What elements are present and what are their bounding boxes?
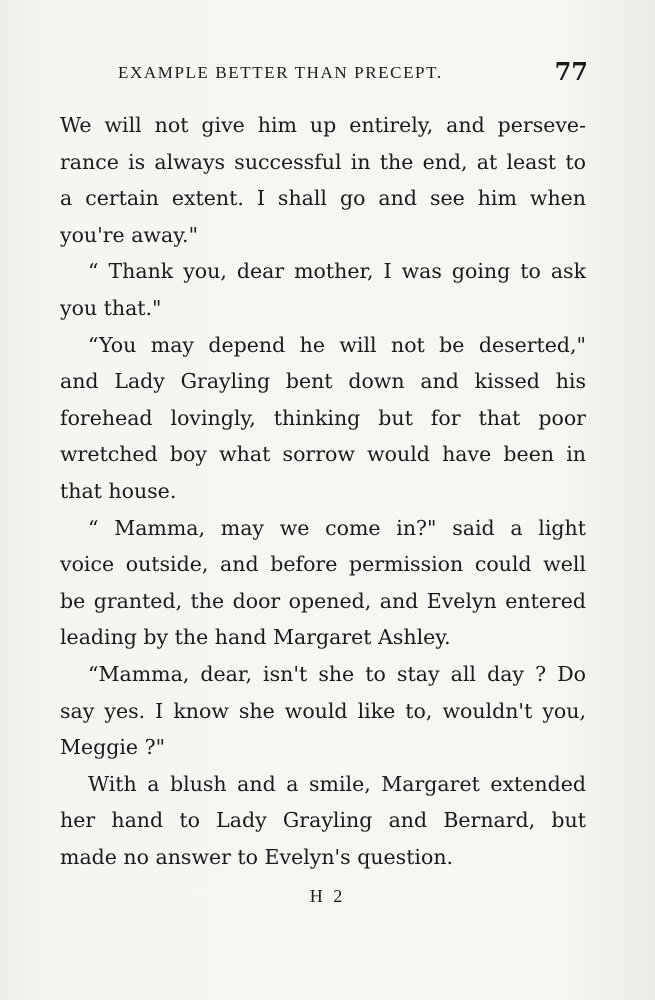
text-line: “You may depend he will not be deserted," — [88, 332, 586, 357]
body-text — [60, 107, 586, 875]
text-line: “ Thank you, dear mother, I was going to ask — [88, 259, 586, 284]
text-line: We will not give him up entirely, and perseve- — [60, 113, 586, 137]
text-line: be granted, the door opened, and Evelyn entered — [60, 588, 586, 613]
text-line: Meggie ?" — [60, 735, 165, 760]
running-title: EXAMPLE BETTER THAN PRECEPT. — [118, 63, 443, 82]
text-line: wretched boy what sorrow would have been in — [60, 442, 586, 467]
text-line: voice outside, and before permission could well — [60, 552, 586, 577]
text-line: forehead lovingly, thinking but for that poor — [60, 405, 586, 430]
text-line: and Lady Grayling bent down and kissed his — [60, 369, 586, 394]
text-line: a certain extent. I shall go and see him when — [60, 186, 586, 211]
page-number: 77 — [554, 57, 588, 86]
text-line: you that." — [60, 295, 162, 320]
text-line: made no answer to Evelyn's question. — [60, 844, 454, 869]
text-line: “ Mamma, may we come in?" said a light — [88, 515, 586, 540]
text-line: you're away." — [60, 222, 199, 247]
text-line: “Mamma, dear, isn't she to stay all day ? Do — [88, 661, 586, 686]
text-line: leading by the hand Margaret Ashley. — [60, 625, 451, 650]
text-line: With a blush and a smile, Margaret extended — [88, 771, 586, 796]
signature-mark: H 2 — [309, 886, 346, 906]
text-line: say yes. I know she would like to, wouldn't you, — [60, 698, 586, 723]
text-line: that house. — [60, 478, 177, 503]
running-head — [118, 57, 588, 87]
text-line: her hand to Lady Grayling and Bernard, but — [60, 808, 586, 833]
text-line: rance is always successful in the end, at least to — [60, 149, 586, 174]
